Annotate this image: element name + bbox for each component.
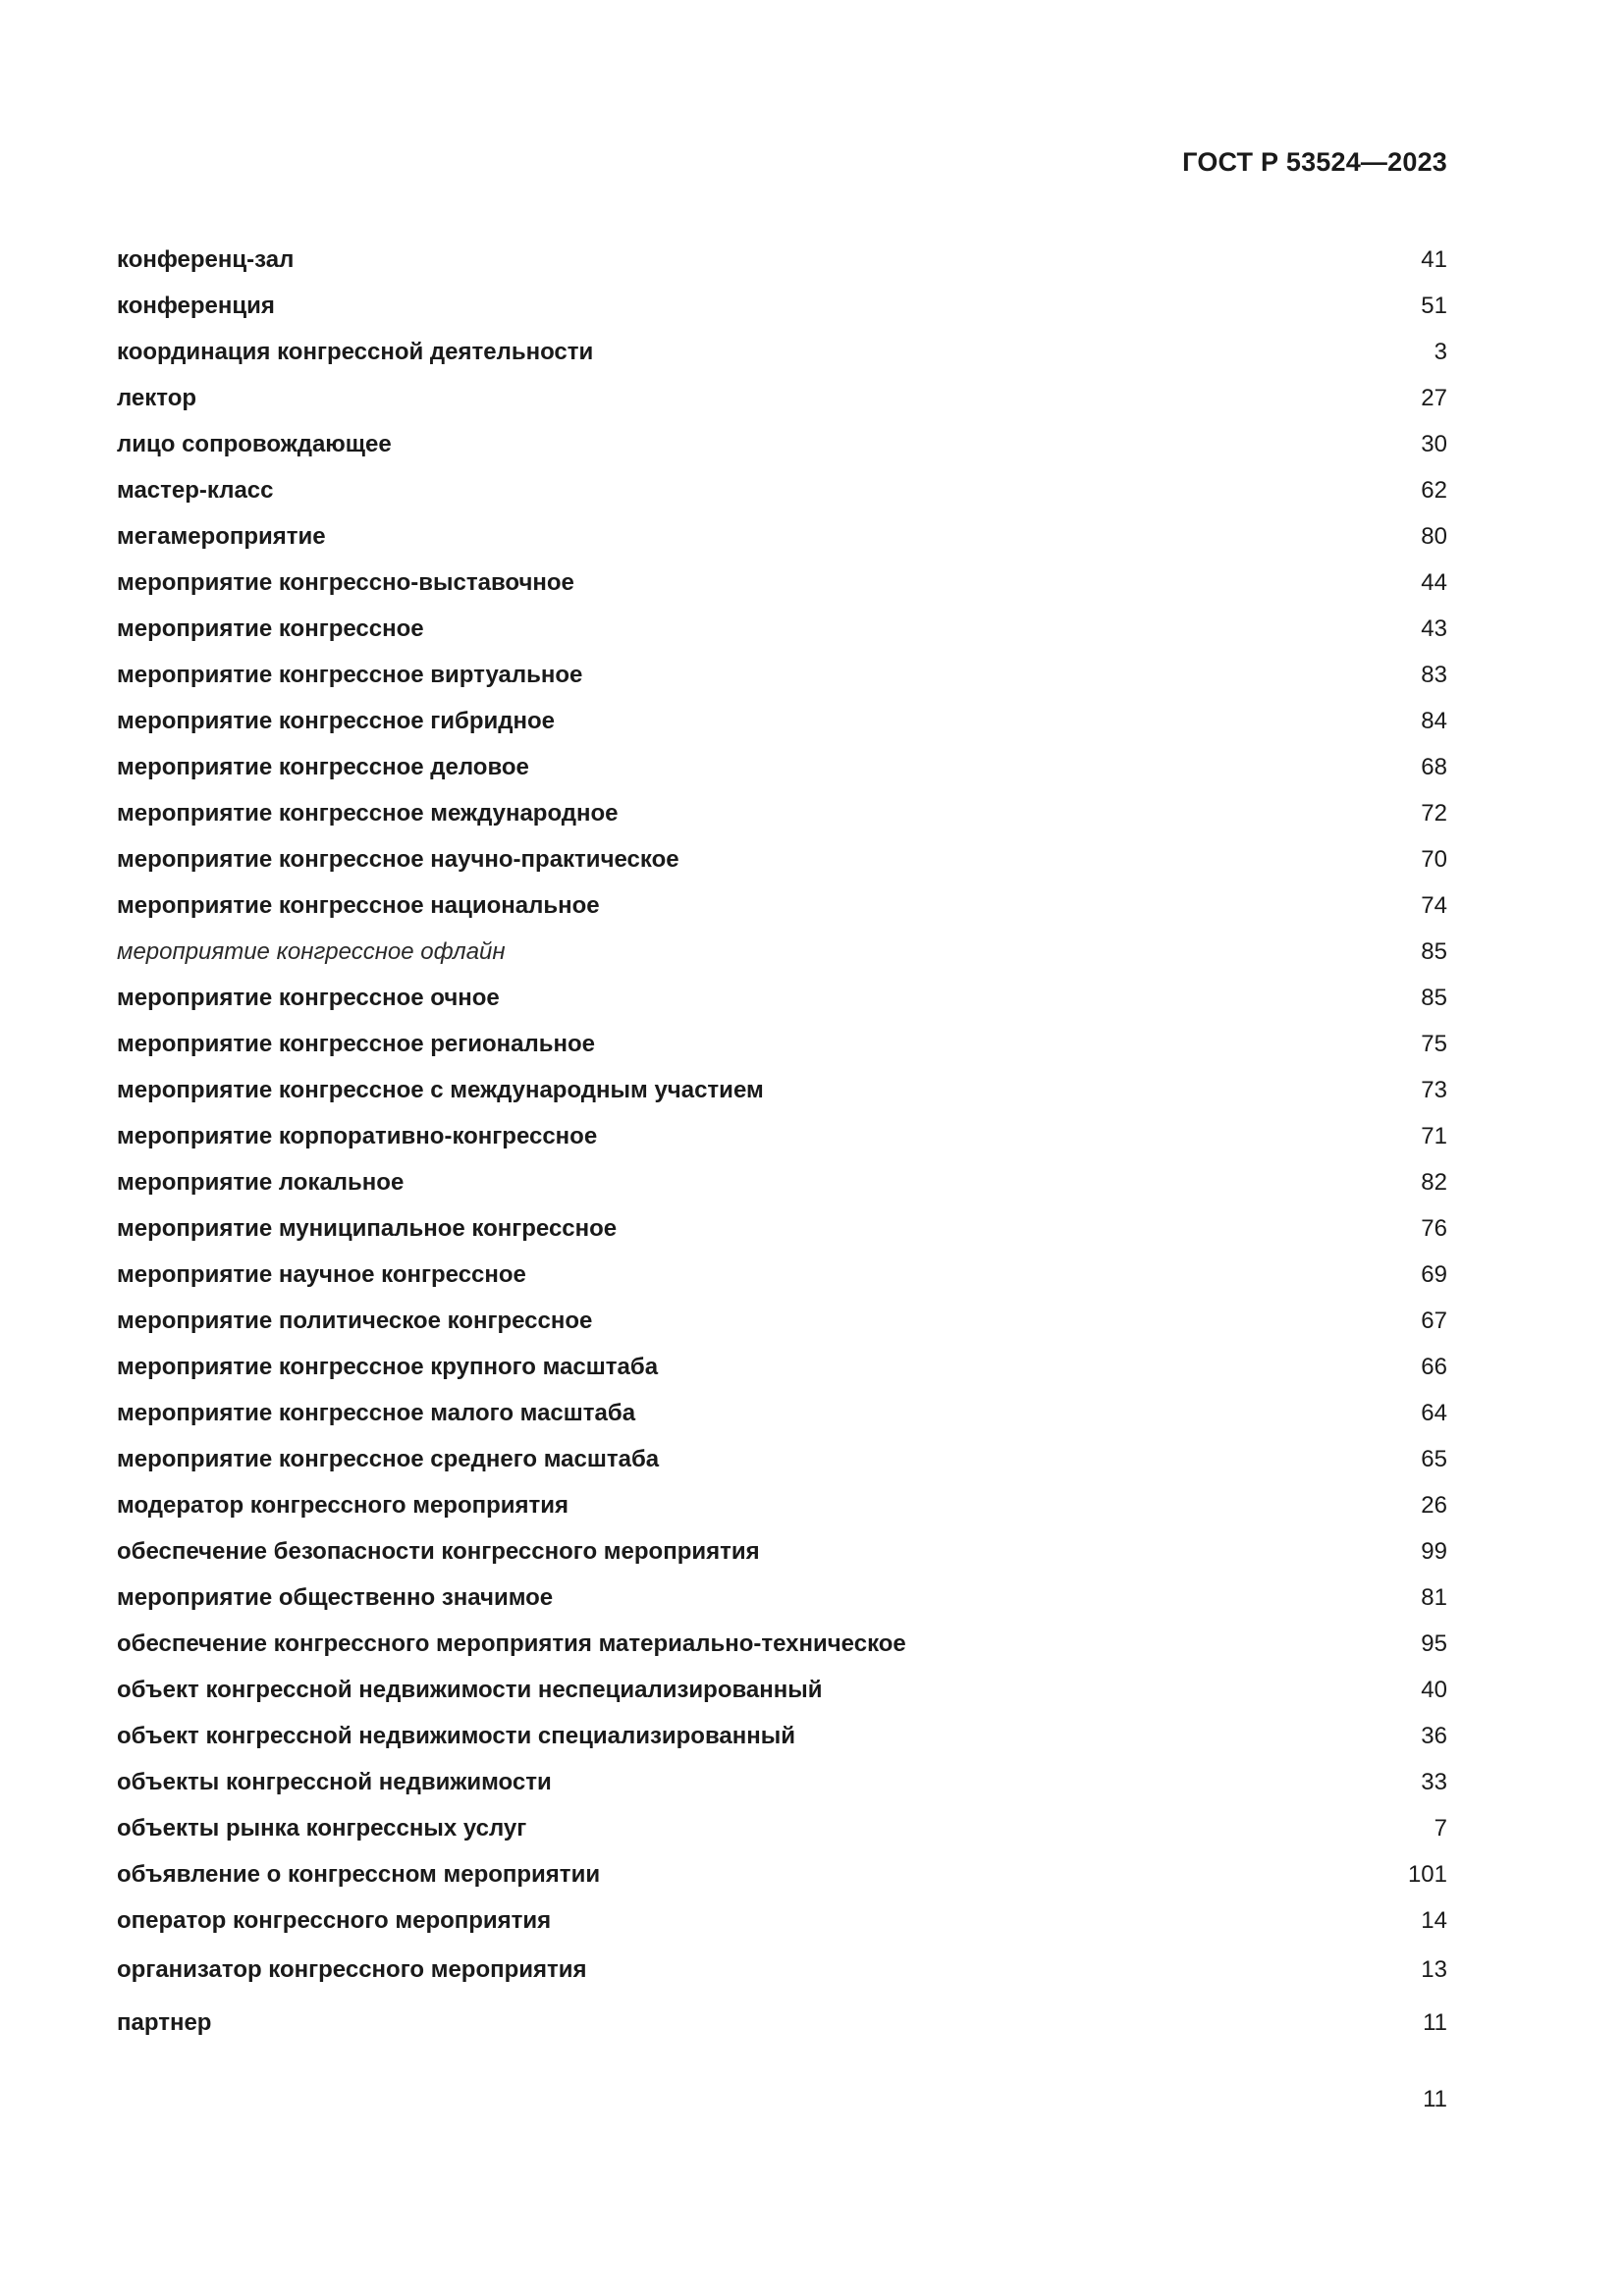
index-entry-number: 14 xyxy=(1421,1907,1447,1934)
index-term: мероприятие конгрессное деловое xyxy=(117,754,529,780)
index-term: объект конгрессной недвижимости специализированный xyxy=(117,1723,795,1749)
index-entry xyxy=(117,1851,1447,1897)
index-entry-number: 36 xyxy=(1421,1723,1447,1749)
index-entry-number: 81 xyxy=(1421,1584,1447,1611)
index-entry xyxy=(117,606,1447,652)
index-term: мастер-класс xyxy=(117,477,274,504)
index-entry xyxy=(117,882,1447,929)
index-entry-number: 30 xyxy=(1421,431,1447,457)
index-term: мероприятие корпоративно-конгрессное xyxy=(117,1123,598,1149)
index-entry-number: 68 xyxy=(1421,754,1447,780)
index-entry-number: 84 xyxy=(1421,708,1447,734)
index-entry-number: 72 xyxy=(1421,800,1447,827)
index-entry-number: 82 xyxy=(1421,1169,1447,1196)
index-term: мероприятие конгрессное крупного масштаба xyxy=(117,1354,659,1380)
index-entry xyxy=(117,1944,1447,1997)
index-term: объекты конгрессной недвижимости xyxy=(117,1769,552,1795)
index-term: мегамероприятие xyxy=(117,523,326,550)
index-entry-number: 69 xyxy=(1421,1261,1447,1288)
index-term: мероприятие конгрессное очное xyxy=(117,985,500,1011)
index-entry xyxy=(117,1713,1447,1759)
index-entry xyxy=(117,1390,1447,1436)
index-entry xyxy=(117,237,1447,283)
index-entry-number: 51 xyxy=(1421,293,1447,319)
index-entry-number: 85 xyxy=(1421,938,1447,965)
index-entry xyxy=(117,1667,1447,1713)
index-term: мероприятие конгрессное национальное xyxy=(117,892,600,919)
index-entry-number: 66 xyxy=(1421,1354,1447,1380)
index-term: конференц-зал xyxy=(117,246,295,273)
index-entry-number: 33 xyxy=(1421,1769,1447,1795)
index-entry-number: 41 xyxy=(1421,246,1447,273)
index-entry xyxy=(117,836,1447,882)
index-entry xyxy=(117,1159,1447,1205)
index-term: мероприятие конгрессное научно-практическое xyxy=(117,846,679,873)
index-entry xyxy=(117,790,1447,836)
index-entry-number: 43 xyxy=(1421,615,1447,642)
index-term: лектор xyxy=(117,385,197,411)
index-entry xyxy=(117,1067,1447,1113)
index-entry-number: 62 xyxy=(1421,477,1447,504)
index-entry-number: 64 xyxy=(1421,1400,1447,1426)
index-term: оператор конгрессного мероприятия xyxy=(117,1907,552,1934)
index-entry xyxy=(117,421,1447,467)
term-index-list xyxy=(117,237,1447,2050)
index-entry xyxy=(117,1528,1447,1575)
index-entry xyxy=(117,1205,1447,1252)
index-term: мероприятие конгрессное региональное xyxy=(117,1031,596,1057)
index-entry xyxy=(117,375,1447,421)
index-entry-number: 7 xyxy=(1434,1815,1447,1842)
index-entry xyxy=(117,744,1447,790)
index-entry xyxy=(117,467,1447,513)
index-entry xyxy=(117,1298,1447,1344)
index-entry-number: 70 xyxy=(1421,846,1447,873)
index-entry xyxy=(117,1621,1447,1667)
index-entry-number: 80 xyxy=(1421,523,1447,550)
index-term: координация конгрессной деятельности xyxy=(117,339,594,365)
index-entry-number: 83 xyxy=(1421,662,1447,688)
index-term: мероприятие научное конгрессное xyxy=(117,1261,526,1288)
index-term: конференция xyxy=(117,293,275,319)
index-entry-number: 75 xyxy=(1421,1031,1447,1057)
index-term: модератор конгрессного мероприятия xyxy=(117,1492,569,1519)
index-term: мероприятие конгрессное международное xyxy=(117,800,619,827)
index-entry-number: 85 xyxy=(1421,985,1447,1011)
index-term: объекты рынка конгрессных услуг xyxy=(117,1815,527,1842)
index-term: лицо сопровождающее xyxy=(117,431,392,457)
index-entry-number: 40 xyxy=(1421,1677,1447,1703)
index-entry xyxy=(117,1436,1447,1482)
index-entry xyxy=(117,1997,1447,2050)
index-term: мероприятие конгрессно-выставочное xyxy=(117,569,574,596)
index-entry xyxy=(117,975,1447,1021)
index-term: организатор конгрессного мероприятия xyxy=(117,1956,587,1983)
index-term: мероприятие конгрессное xyxy=(117,615,424,642)
index-entry-number: 27 xyxy=(1421,385,1447,411)
index-entry-number: 3 xyxy=(1434,339,1447,365)
index-term: партнер xyxy=(117,2009,212,2036)
index-entry xyxy=(117,652,1447,698)
index-entry xyxy=(117,1897,1447,1944)
index-entry xyxy=(117,1252,1447,1298)
index-term: мероприятие конгрессное виртуальное xyxy=(117,662,583,688)
index-entry-number: 101 xyxy=(1407,1861,1447,1888)
index-entry xyxy=(117,329,1447,375)
index-entry xyxy=(117,1575,1447,1621)
index-entry-number: 95 xyxy=(1421,1630,1447,1657)
index-term: мероприятие конгрессное малого масштаба xyxy=(117,1400,636,1426)
index-entry-number: 74 xyxy=(1421,892,1447,919)
page-number: 11 xyxy=(1423,2086,1447,2112)
index-entry xyxy=(117,1482,1447,1528)
index-term: мероприятие конгрессное среднего масштаба xyxy=(117,1446,660,1472)
document-standard-code: ГОСТ Р 53524—2023 xyxy=(1182,147,1447,177)
index-entry-number: 71 xyxy=(1421,1123,1447,1149)
index-entry xyxy=(117,698,1447,744)
index-term: мероприятие локальное xyxy=(117,1169,405,1196)
index-entry xyxy=(117,1021,1447,1067)
index-entry xyxy=(117,1759,1447,1805)
index-term: объект конгрессной недвижимости неспециализированный xyxy=(117,1677,823,1703)
index-entry xyxy=(117,1113,1447,1159)
index-entry xyxy=(117,929,1447,975)
index-entry-number: 26 xyxy=(1421,1492,1447,1519)
index-term-deprecated: мероприятие конгрессное офлайн xyxy=(117,938,506,965)
index-term: обеспечение конгрессного мероприятия материально-техническое xyxy=(117,1630,906,1657)
index-term: мероприятие политическое конгрессное xyxy=(117,1308,593,1334)
index-entry-number: 99 xyxy=(1421,1538,1447,1565)
index-term: обеспечение безопасности конгрессного мероприятия xyxy=(117,1538,760,1565)
index-entry-number: 73 xyxy=(1421,1077,1447,1103)
index-entry-number: 65 xyxy=(1421,1446,1447,1472)
index-entry-number: 11 xyxy=(1423,2009,1447,2036)
index-entry-number: 44 xyxy=(1421,569,1447,596)
index-term: мероприятие общественно значимое xyxy=(117,1584,554,1611)
index-entry-number: 67 xyxy=(1421,1308,1447,1334)
index-term: мероприятие конгрессное с международным участием xyxy=(117,1077,764,1103)
index-entry xyxy=(117,1805,1447,1851)
index-entry xyxy=(117,1344,1447,1390)
index-term: мероприятие конгрессное гибридное xyxy=(117,708,555,734)
index-entry-number: 76 xyxy=(1421,1215,1447,1242)
index-term: мероприятие муниципальное конгрессное xyxy=(117,1215,618,1242)
index-entry xyxy=(117,283,1447,329)
index-term: объявление о конгрессном мероприятии xyxy=(117,1861,601,1888)
index-entry xyxy=(117,560,1447,606)
index-entry xyxy=(117,513,1447,560)
index-entry-number: 13 xyxy=(1421,1956,1447,1983)
